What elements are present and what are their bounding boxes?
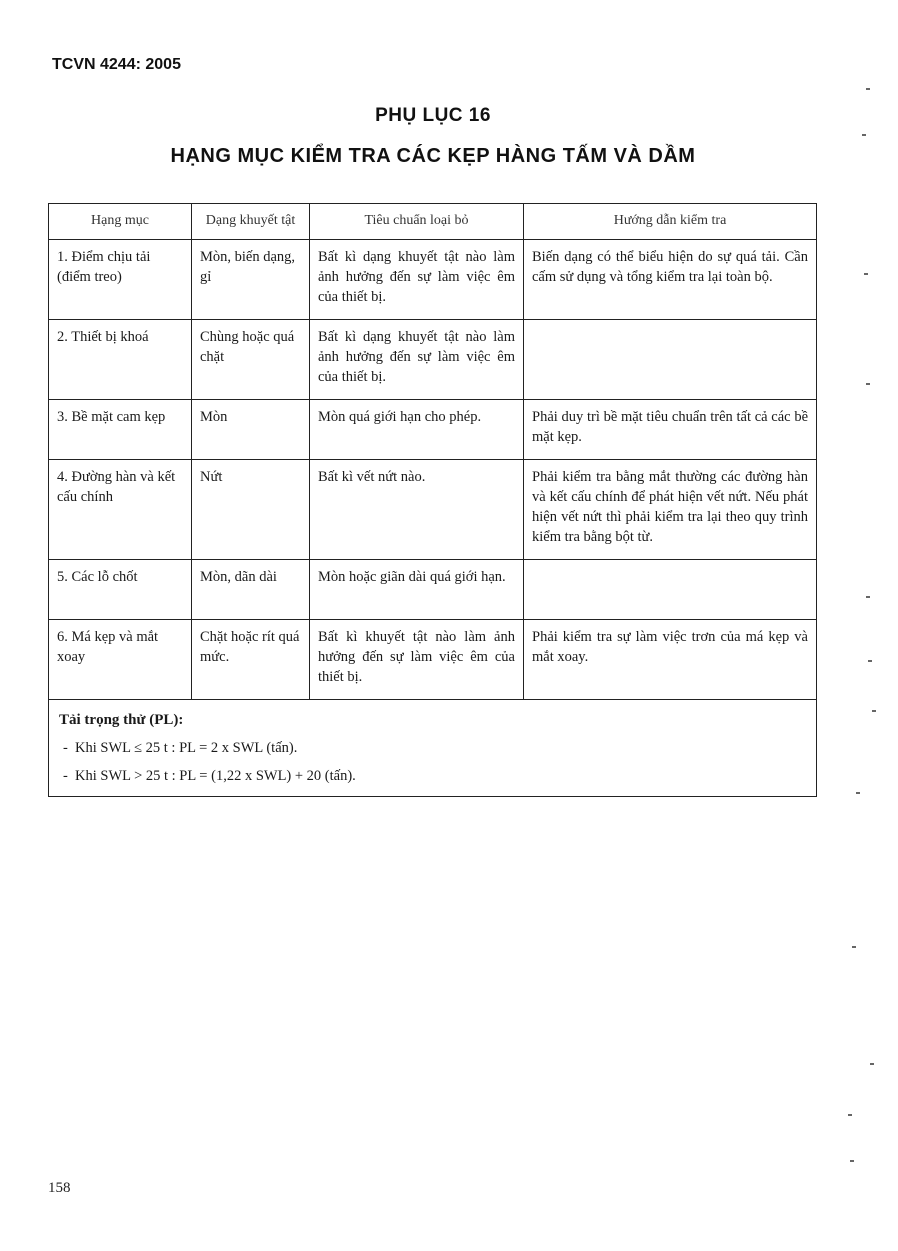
appendix-label: PHỤ LỤC 16 — [375, 105, 491, 126]
column-header-reject: Tiêu chuẩn loại bỏ — [310, 204, 524, 240]
cell-guide: Biến dạng có thể biểu hiện do sự quá tải. Cần cấm sử dụng và tổng kiểm tra lại toàn bộ. — [524, 240, 817, 320]
cell-guide — [524, 560, 817, 620]
cell-reject: Bất kì khuyết tật nào làm ảnh hưởng đến sự làm việc êm của thiết bị. — [310, 620, 524, 700]
cell-item: 3. Bề mặt cam kẹp — [49, 400, 192, 460]
cell-item: 6. Má kẹp và mắt xoay — [49, 620, 192, 700]
table-row — [49, 620, 817, 700]
cell-item: 1. Điểm chịu tải (điểm treo) — [49, 240, 192, 320]
table-row — [49, 240, 817, 320]
cell-reject: Mòn quá giới hạn cho phép. — [310, 400, 524, 460]
scan-mark — [866, 88, 870, 90]
column-header-item: Hạng mục — [49, 204, 192, 240]
cell-reject: Bất kì dạng khuyết tật nào làm ảnh hưởng đến sự làm việc êm của thiết bị. — [310, 240, 524, 320]
cell-reject: Bất kì vết nứt nào. — [310, 460, 524, 560]
page-number: 158 — [48, 1180, 71, 1196]
cell-defect: Mòn, biến dạng, gỉ — [192, 240, 310, 320]
cell-reject: Mòn hoặc giãn dài quá giới hạn. — [310, 560, 524, 620]
scan-mark — [870, 1063, 874, 1065]
notes-title: Tải trọng thử (PL): — [59, 712, 184, 728]
cell-guide: Phải kiểm tra sự làm việc trơn của má kẹp và mắt xoay. — [524, 620, 817, 700]
cell-defect: Mòn, dãn dài — [192, 560, 310, 620]
notes-row — [49, 700, 817, 797]
cell-reject: Bất kì dạng khuyết tật nào làm ảnh hưởng đến sự làm việc êm của thiết bị. — [310, 320, 524, 400]
document-title: HẠNG MỤC KIỂM TRA CÁC KẸP HÀNG TẤM VÀ DẦM — [170, 145, 696, 167]
cell-defect: Chùng hoặc quá chặt — [192, 320, 310, 400]
cell-defect: Nứt — [192, 460, 310, 560]
scan-mark — [850, 1160, 854, 1162]
cell-guide — [524, 320, 817, 400]
scan-mark — [852, 946, 856, 948]
column-header-defect: Dạng khuyết tật — [192, 204, 310, 240]
cell-item: 2. Thiết bị khoá — [49, 320, 192, 400]
cell-guide: Phải duy trì bề mặt tiêu chuẩn trên tất cả các bề mặt kẹp. — [524, 400, 817, 460]
note-line — [59, 766, 806, 786]
scan-mark — [856, 792, 860, 794]
note-dash: - — [63, 740, 68, 756]
table-row — [49, 400, 817, 460]
test-load-notes — [49, 700, 817, 797]
cell-item: 5. Các lỗ chốt — [49, 560, 192, 620]
cell-item: 4. Đường hàn và kết cấu chính — [49, 460, 192, 560]
scan-mark — [866, 596, 870, 598]
scan-mark — [864, 273, 868, 275]
scan-mark — [848, 1114, 852, 1116]
cell-guide: Phải kiểm tra bằng mắt thường các đường hàn và kết cấu chính để phát hiện vết nứt. Nếu phát hiện vết nứt thì phải kiểm tra lại theo quy trình kiểm tra bằng bột từ. — [524, 460, 817, 560]
table-row — [49, 460, 817, 560]
cell-defect: Chặt hoặc rít quá mức. — [192, 620, 310, 700]
scan-mark — [872, 710, 876, 712]
note-text: Khi SWL ≤ 25 t : PL = 2 x SWL (tấn). — [75, 740, 298, 756]
scan-mark — [868, 660, 872, 662]
table-row — [49, 560, 817, 620]
scan-mark — [866, 383, 870, 385]
table-row — [49, 320, 817, 400]
inspection-table — [48, 203, 817, 797]
note-dash: - — [63, 768, 68, 784]
column-header-guide: Hướng dẫn kiểm tra — [524, 204, 817, 240]
cell-defect: Mòn — [192, 400, 310, 460]
note-text: Khi SWL > 25 t : PL = (1,22 x SWL) + 20 (tấn). — [75, 768, 356, 784]
scan-mark — [862, 134, 866, 136]
table-header-row — [49, 204, 817, 240]
note-line — [59, 738, 806, 758]
standard-code: TCVN 4244: 2005 — [52, 56, 181, 73]
